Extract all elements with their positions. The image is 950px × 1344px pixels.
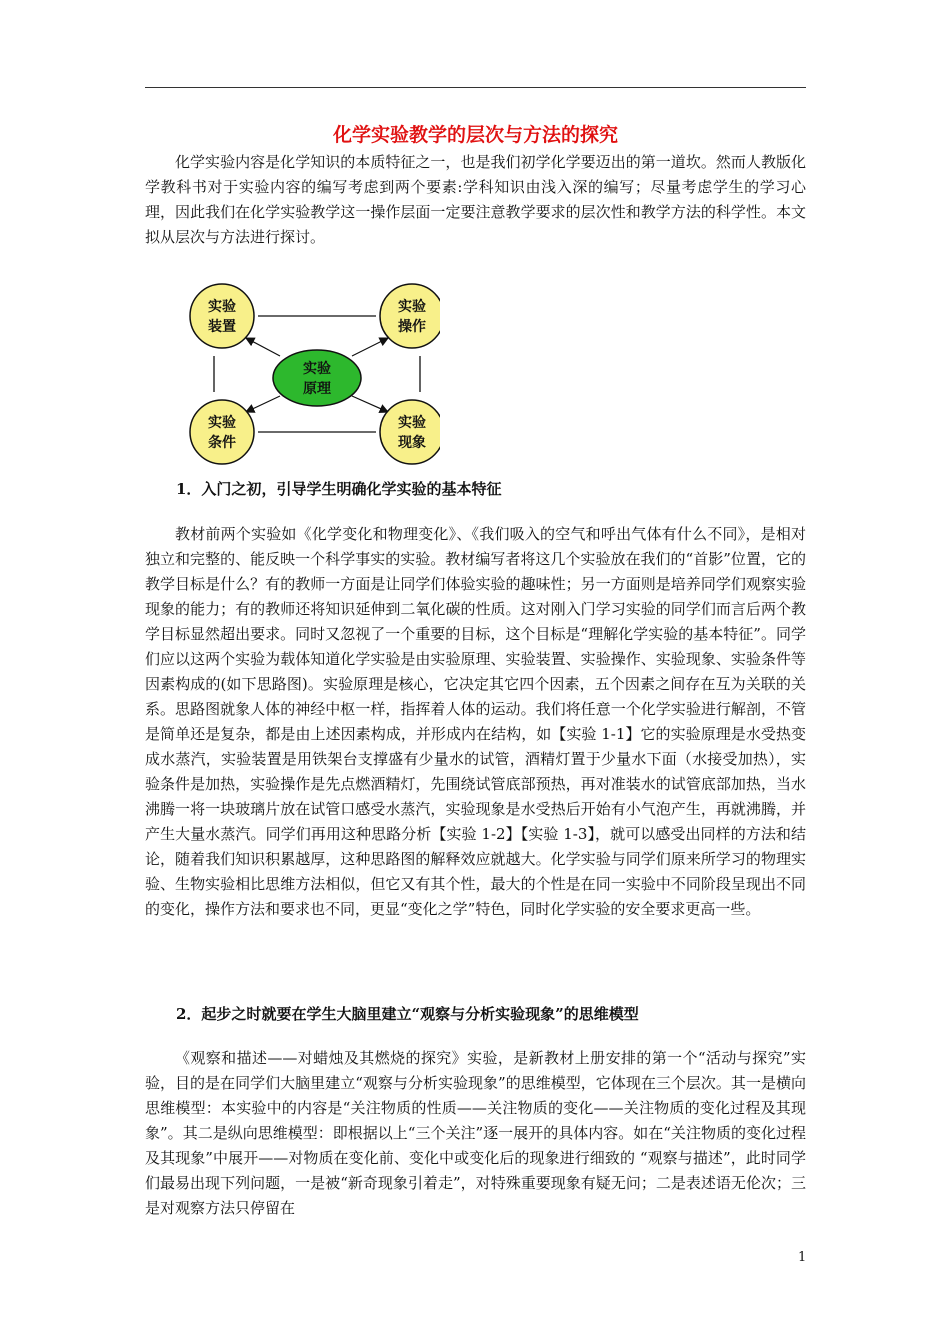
arrow-to-bottom-right (352, 396, 388, 412)
node-principle-line2: 原理 (303, 381, 331, 397)
intro-paragraph: 化学实验内容是化学知识的本质特征之一，也是我们初学化学要迈出的第一道坎。然而人教版化学教科书对于实验内容的编写考虑到两个要素:学科知识由浅入深的编写；尽量考虑学生的学习心理，因此我们在化学实验教学这一操作层面一定要注意教学要求的层次性和教学方法的科学性。本文拟从层次与方法进行探讨。 (145, 153, 806, 246)
node-condition-line2: 条件 (208, 435, 236, 451)
node-operation-line1: 实验 (398, 299, 426, 315)
section1-paragraph: 教材前两个实验如《化学变化和物理变化》、《我们吸入的空气和呼出气体有什么不同》，是相对独立和完整的、能反映一个科学事实的实验。教材编写者将这几个实验放在我们的“首影”位置，它的教学目标是什么？有的教师一方面是让同学们体验实验的趣味性；另一方面则是培养同学们观察实验现象的能力；有的教师还将知识延伸到二氧化碳的性质。这对刚入门学习实验的同学们而言后两个教学目标显然超出要求。同时又忽视了一个重要的目标，这个目标是“理解化学实验的基本特征”。同学们应以这两个实验为载体知道化学实验是由实验原理、实验装置、实验操作、实验现象、实验条件等因素构成的(如下思路图)。实验原理是核心，它决定其它四个因素，五个因素之间存在互为关联的关系。思路图就象人体的神经中枢一样，指挥着人体的运动。我们将任意一个化学实验进行解剖，不管是简单还是复杂，都是由上述因素构成，并形成内在结构，如【实验 1-1】它的实验原理是水受热变成水蒸汽，实验装置是用铁架台支撑盛有少量水的试管，酒精灯置于少量水下面（水接受加热），实验条件是加热，实验操作是先点燃酒精灯，先围绕试管底部预热，再对准装水的试管底部加热，当水沸腾一将一块玻璃片放在试管口感受水蒸汽，实验现象是水受热后开始有小气泡产生，再就沸腾，并产生大量水蒸汽。同学们再用这种思路分析【实验 1-2】【实验 1-3】，就可以感受出同样的方法和结论，随着我们知识积累越厚，这种思路图的解释效应就越大。化学实验与同学们原来所学习的物理实验、生物实验相比思维方法相似，但它又有其个性，最大的个性是在同一实验中不同阶段呈现出不同的变化，操作方法和要求也不同，更显“变化之学”特色，同时化学实验的安全要求更高一些。 (145, 525, 806, 918)
header-rule (145, 87, 806, 88)
node-phenomenon-line1: 实验 (398, 415, 426, 431)
node-principle (273, 350, 361, 406)
node-condition (190, 400, 254, 464)
node-operation (380, 284, 440, 348)
node-phenomenon-shape (380, 400, 440, 464)
node-principle-line1: 实验 (303, 361, 331, 377)
node-operation-line2: 操作 (398, 319, 426, 335)
document-title: 化学实验教学的层次与方法的探究 (332, 124, 618, 146)
node-operation-shape (380, 284, 440, 348)
section2-paragraph: 《观察和描述——对蜡烛及其燃烧的探究》实验，是新教材上册安排的第一个“活动与探究”实验，目的是在同学们大脑里建立“观察与分析实验现象”的思维模型，它体现在三个层次。其一是横向思维模型：本实验中的内容是“关注物质的性质——关注物质的变化——关注物质的变化过程及其现象”。其二是纵向思维模型：即根据以上“三个关注”逐一展开的具体内容。如在“关注物质的变化过程及其现象”中展开——对物质在变化前、变化中或变化后的现象进行细致的 “观察与描述”，此时同学们最易出现下列问题，一是被“新奇现象引着走”，对特殊重要现象有疑无问；二是表述语无伦次；三是对观察方法只停留在 (145, 1049, 806, 1217)
experiment-elements-diagram (180, 278, 440, 468)
arrow-to-bottom-left (246, 396, 280, 412)
node-apparatus-shape (190, 284, 254, 348)
section2-heading: 2．起步之时就要在学生大脑里建立“观察与分析实验现象”的思维模型 (176, 1005, 639, 1023)
node-apparatus (190, 284, 254, 348)
page-number: 1 (798, 1250, 807, 1265)
node-condition-line1: 实验 (208, 415, 236, 431)
node-apparatus-line2: 装置 (208, 319, 236, 335)
node-condition-shape (190, 400, 254, 464)
node-phenomenon (380, 400, 440, 464)
node-apparatus-line1: 实验 (208, 299, 236, 315)
node-phenomenon-line2: 现象 (398, 435, 426, 451)
node-principle-shape (273, 350, 361, 406)
arrow-to-top-left (246, 338, 280, 356)
section1-heading: 1．入门之初，引导学生明确化学实验的基本特征 (176, 480, 502, 498)
arrow-to-top-right (352, 338, 388, 356)
